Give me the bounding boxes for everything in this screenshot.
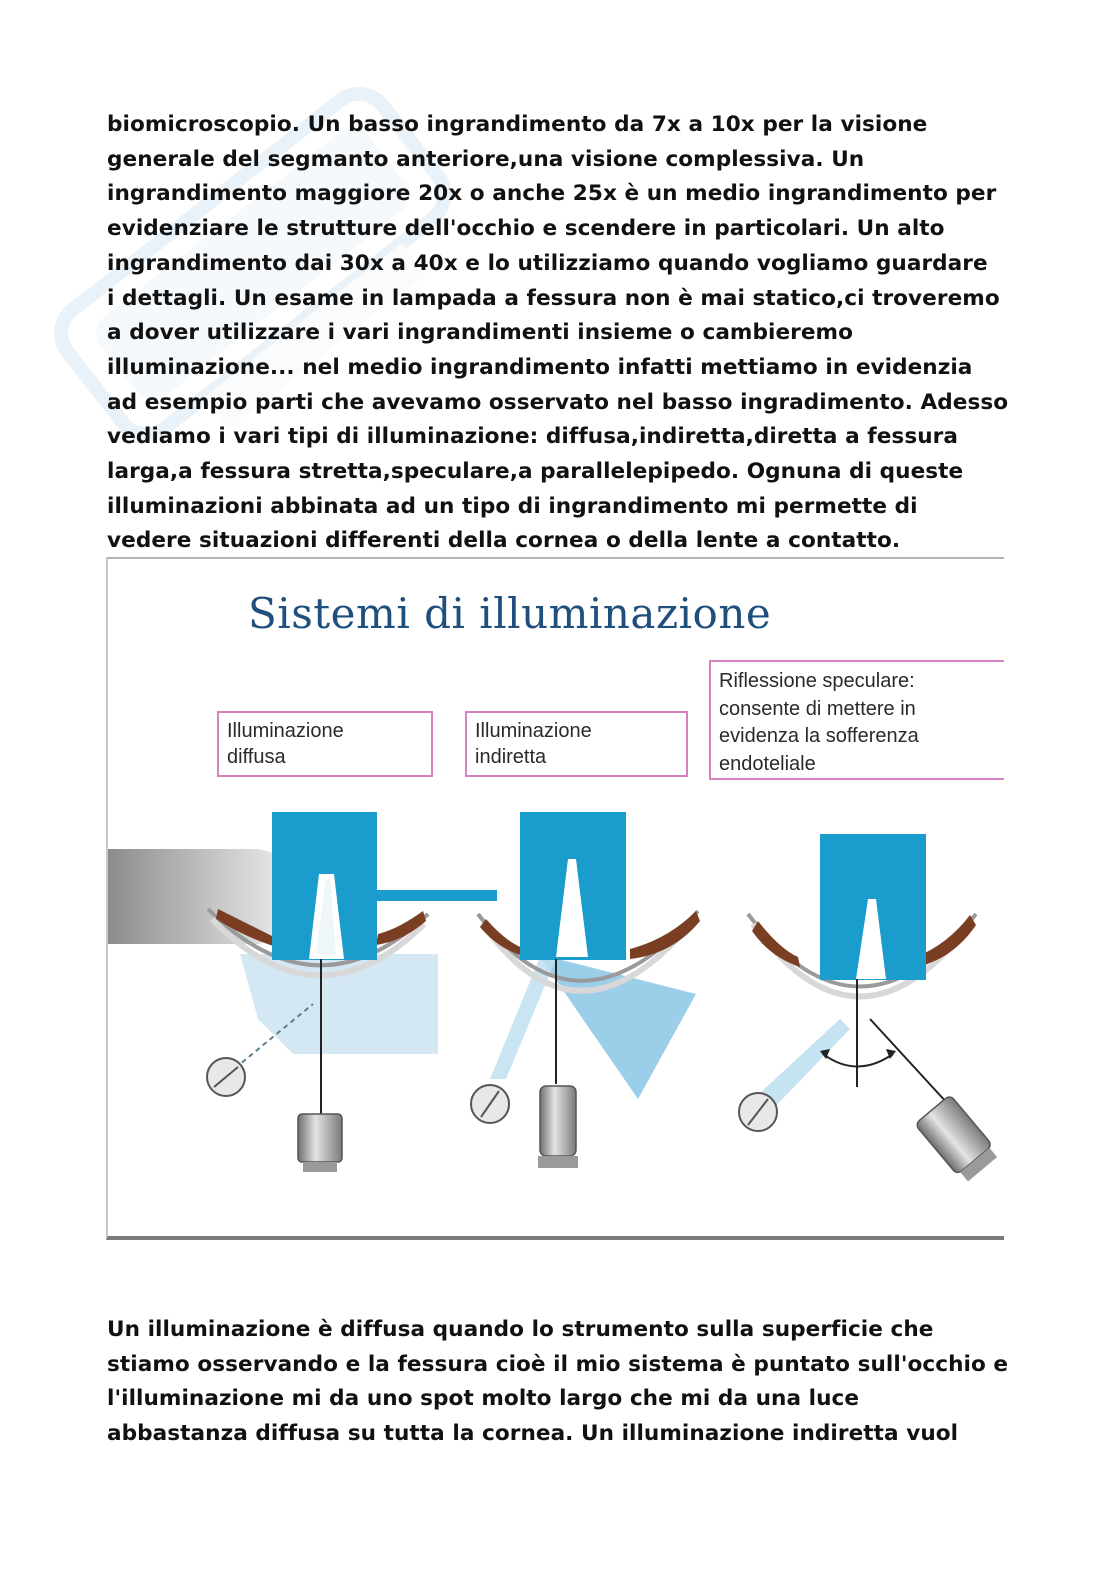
figure-title: Sistemi di illuminazione (248, 589, 772, 638)
text-line: larga,a fessura stretta,speculare,a parallelepipedo. Ognuna di queste (107, 459, 964, 485)
label-line: Riflessione speculare: (719, 670, 915, 692)
text-line: generale del segmanto anteriore,una visione complessiva. Un (107, 146, 865, 172)
label-line: consente di mettere in (719, 697, 916, 720)
text-line: illuminazione... nel medio ingrandimento infatti mettiamo in evidenzia (107, 354, 973, 380)
label-diffuse-illumination (217, 711, 433, 777)
panel-diffuse (108, 812, 497, 1172)
text-line: illuminazioni abbinata ad un tipo di ingrandimento mi permette di (107, 493, 918, 519)
text-line: evidenziare le strutture dell'occhio e scendere in particolari. Un alto (107, 216, 945, 242)
panel-indirect (471, 812, 700, 1168)
text-line: l'illuminazione mi da uno spot molto largo che mi da una luce (107, 1386, 860, 1412)
text-line: ingrandimento dai 30x a 40x e lo utilizziamo quando vogliamo guardare (107, 250, 988, 276)
paragraph-bottom (107, 1313, 1012, 1452)
label-indirect-illumination (465, 711, 688, 777)
text-line: a dover utilizzare i vari ingrandimenti insieme o cambieremo (107, 320, 853, 346)
text-line: i dettagli. Un esame in lampada a fessura non è mai statico,ci troveremo (107, 285, 1000, 311)
text-line: ingrandimento maggiore 20x o anche 25x è un medio ingrandimento per (107, 181, 997, 207)
text-line: Un illuminazione è diffusa quando lo strumento sulla superficie che (107, 1317, 934, 1342)
label-line: indiretta (475, 746, 547, 768)
text-line: vedere situazioni differenti della cornea o della lente a contatto. (107, 528, 901, 554)
text-line: stiamo osservando e la fessura cioè il mio sistema è puntato sull'occhio e (107, 1351, 1009, 1377)
label-line: diffusa (227, 746, 286, 768)
label-line: Illuminazione (227, 720, 344, 742)
text-line: ad esempio parti che avevamo osservato nel basso ingradimento. Adesso (107, 389, 1009, 415)
label-specular-reflection (709, 660, 1004, 780)
label-line: Illuminazione (475, 720, 592, 742)
paragraph-top (107, 108, 1012, 559)
label-line: evidenza la sofferenza (719, 725, 919, 747)
panel-specular (739, 834, 1000, 1184)
label-line: endoteliale (719, 752, 816, 775)
text-line: abbastanza diffusa su tutta la cornea. Un illuminazione indiretta vuol (107, 1421, 959, 1447)
text-line: biomicroscopio. Un basso ingrandimento da 7x a 10x per la visione (107, 112, 928, 137)
text-line: vediamo i vari tipi di illuminazione: diffusa,indiretta,diretta a fessura (107, 424, 958, 450)
illumination-figure (106, 557, 1004, 1240)
